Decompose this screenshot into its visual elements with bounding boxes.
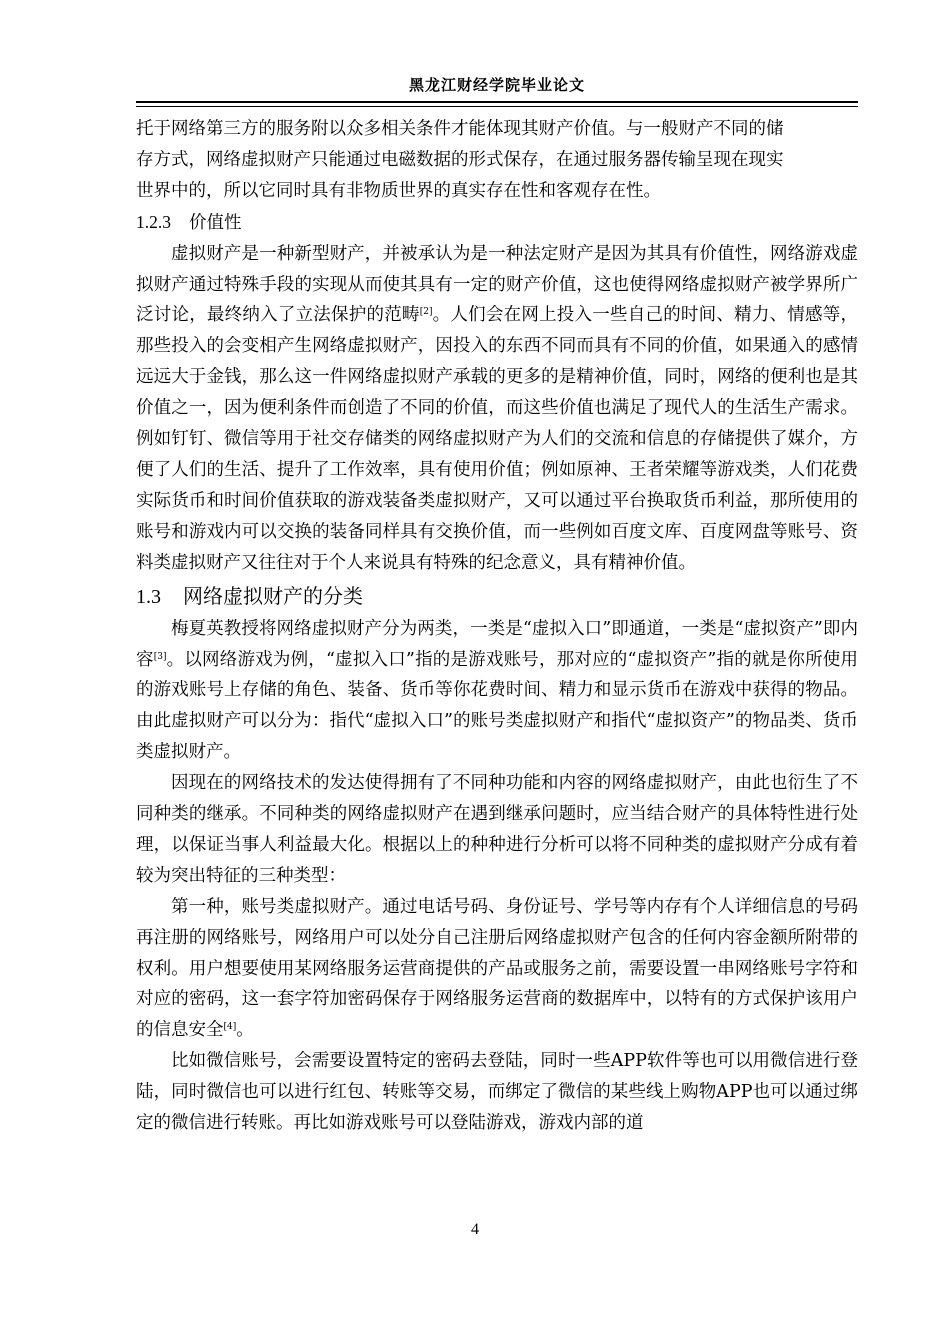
running-header: 黑龙江财经学院毕业论文 bbox=[408, 76, 585, 94]
paragraph-text: 第一种，账号类虚拟财产。通过电话号码、身份证号、学号等内存有个人详细信息的号码再注册的网络账号，网络用户可以处分自己注册后网络虚拟财产包含的任何内容金额所附带的权利。用户想要使用某网络服务运营商提供的产品或服务之前，需要设置一串网络账号字符和对应的密码，这一套字符加密码保存于网络服务运营商的数据库中，以特有的方式保护该用户的信息安全 bbox=[136, 896, 858, 1041]
section-title: 价值性 bbox=[189, 212, 242, 233]
section-number: 1.3 bbox=[136, 585, 161, 608]
paragraph-wechat-example: 比如微信账号，会需要设置特定的密码去登陆，同时一些APP软件等也可以用微信进行登陆，同时微信也可以进行红包、转账等交易，而绑定了微信的某些线上购物APP也可以通过绑定的微信进行转账。再比如游戏账号可以登陆游戏，游戏内部的道 bbox=[136, 1051, 858, 1134]
citation-ref: [3] bbox=[153, 651, 167, 662]
citation-ref: [4] bbox=[223, 1022, 237, 1033]
section-title: 网络虚拟财产的分类 bbox=[183, 583, 363, 608]
header-rule-thin bbox=[136, 106, 858, 107]
document-body bbox=[136, 114, 858, 1139]
paragraph-text: 。人们会在网上投入一些自己的时间、精力、情感等，那些投入的会变相产生网络虚拟财产，因投入的东西不同而具有不同的价值，如果通入的感情远远大于金钱，那么这一件网络虚拟财产承载的更多的是精神价值，同时，网络的便利也是其价值之一，因为便利条件而创造了不同的价值，而这些价值也满足了现代人的生活生产需求。例如钉钉、微信等用于社交存储类的网络虚拟财产为人们的交流和信息的存储提供了媒介，方便了人们的生活、提升了工作效率，具有使用价值；例如原神、王者荣耀等游戏类，人们花费实际货币和时间价值获取的游戏装备类虚拟财产，又可以通过平台换取货币利益，那所使用的账号和游戏内可以交换的装备同样具有交换价值，而一些例如百度文库、百度网盘等账号、资料类虚拟财产又往往对于个人来说具有特殊的纪念意义，具有精神价值。 bbox=[136, 305, 859, 573]
header-rule-thick bbox=[136, 101, 858, 103]
paragraph-text: 虚拟财产是一种新型财产，并被承认为是一种法定财产是因为其具有价值性，网络游戏虚拟财产通过特殊手段的实现从而使其具有一定的财产价值，这也使得网络虚拟财产被学界所广泛讨论，最终纳入了立法保护的范畴 bbox=[136, 243, 858, 326]
section-number: 1.2.3 bbox=[136, 211, 171, 232]
paragraph-text: 。 bbox=[236, 1020, 254, 1041]
citation-ref: [2] bbox=[419, 307, 433, 318]
paragraph-text: 梅夏英教授将网络虚拟财产分为两类，一类是“虚拟入口”即通道，一类是“虚拟资产”即内容 bbox=[136, 618, 858, 670]
paragraph-classification-2: 因现在的网络技术的发达使得拥有了不同种功能和内容的网络虚拟财产，由此也衍生了不同种类的继承。不同种类的网络虚拟财产在遇到继承问题时，应当结合财产的具体特性进行处理，以保证当事人利益最大化。根据以上的种种进行分析可以将不同种类的虚拟财产分成有着较为突出特征的三种类型： bbox=[136, 773, 858, 886]
paragraph-classification-1 bbox=[136, 614, 858, 769]
paragraph-value bbox=[136, 239, 858, 579]
page-number: 4 bbox=[471, 1221, 479, 1238]
section-heading-1-3 bbox=[136, 579, 858, 614]
intro-line-2: 存方式，网络虚拟财产只能通过电磁数据的形式保存，在通过服务器传输呈现在现实 bbox=[136, 149, 784, 170]
section-heading-1-2-3 bbox=[136, 207, 858, 239]
paragraph-text: 。以网络游戏为例，“虚拟入口”指的是游戏账号，那对应的“虚拟资产”指的就是你所使用的游戏账号上存储的角色、装备、货币等你花费时间、精力和显示货币在游戏中获得的物品。由此虚拟财产可以分为：指代“虚拟入口”的账号类虚拟财产和指代“虚拟资产”的物品类、货币类虚拟财产。 bbox=[136, 649, 858, 763]
paragraph-type-1 bbox=[136, 892, 858, 1047]
intro-line-1: 托于网络第三方的服务附以众多相关条件才能体现其财产价值。与一般财产不同的储 bbox=[136, 119, 784, 139]
intro-paragraph bbox=[136, 114, 858, 207]
intro-line-3: 世界中的，所以它同时具有非物质世界的真实存在性和客观存在性。 bbox=[136, 180, 661, 201]
